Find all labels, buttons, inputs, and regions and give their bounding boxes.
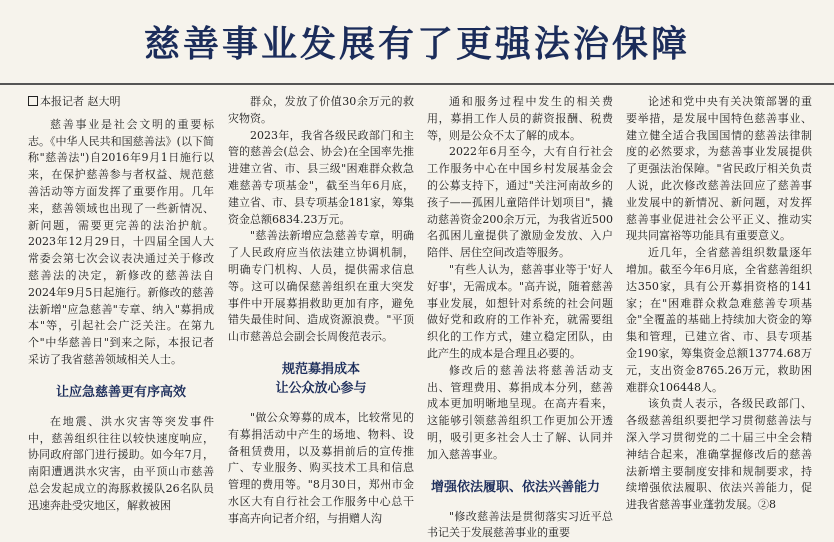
paragraph: 在地震、洪水灾害等突发事件中，慈善组织往往以较快速度响应，协同政府部门进行援助。如今年7月，南阳遭遇洪水灾害，由平顶山市慈善总会发起成立的海豚救援队26名队员迅速奔赴受灾地区，解救被困 <box>28 414 214 512</box>
paragraph: "慈善法新增应急慈善专章，明确了人民政府应当依法建立协调机制，明确专门机构、人员，提供需求信息等。这可以确保慈善组织在重大突发事件中开展募捐救助更加有序，避免错失最佳时间、造成资源浪费。"平顶山市慈善总会副会长周俊范表示。 <box>228 229 414 344</box>
subhead-line-2: 让公众放心参与 <box>275 380 367 396</box>
article-column-1 <box>28 94 214 515</box>
paragraph: "做公众筹募的成本，比较常见的有募捐活动中产生的场地、物料、设备租赁费用，以及募捐前后的宣传推广、专业服务、购买技术工具和信息管理的费用等。"8月30日，郑州市金水区大有自行社会工作服务中心总干事高卉向记者介绍，与捐赠人沟 <box>228 410 414 525</box>
section-subhead-emergency: 让应急慈善更有序高效 <box>55 384 186 400</box>
paragraph: "有些人认为，慈善事业等于'好人好事'，无需成本。"高卉说，随着慈善事业发展，如想针对系统的社会问题做好党和政府的工作补充，就需要组织化的工作方式，建立稳定团队，由此产生的成本是合理且必要的。 <box>427 262 613 360</box>
byline <box>28 94 214 111</box>
section-subhead-capacity: 增强依法履职、依法兴善能力 <box>431 479 601 495</box>
paragraph: 修改后的慈善法将慈善活动支出、管理费用、募捐成本分列，慈善成本更加明晰地呈现。在高卉看来，这能够引领慈善组织工作更加公开透明，吸引更多社会人士了解、认同并加入慈善事业。 <box>427 363 613 461</box>
paragraph: 近几年，全省慈善组织数量逐年增加。截至今年6月底，全省慈善组织达350家，具有公开募捐资格的141家；在"困难群众救急难慈善专项基金"全覆盖的基础上持续加大资金的筹集和管理，已建立省、市、县专项基金190家，筹集资金总额13774.68万元，支出资金8765.26万元，救助困难群众106448人。 <box>626 246 812 394</box>
article-column-2 <box>228 94 414 528</box>
article-column-3 <box>427 94 613 542</box>
paragraph: "修改慈善法是贯彻落实习近平总书记关于发展慈善事业的重要 <box>427 509 613 540</box>
article-headline: 慈善事业发展有了更强法治保障 <box>143 24 690 65</box>
paragraph: 2023年，我省各级民政部门和主管的慈善会(总会、协会)在全国率先推进建立省、市、县三级"困难群众救急难慈善专项基金"，截至当年6月底，建立省、市、县专项基金181家，筹集资金总额6834.23万元。 <box>228 128 414 226</box>
paragraph: 通和服务过程中发生的相关费用，募捐工作人员的薪资报酬、税费等，则是公众不太了解的成本。 <box>427 95 613 142</box>
byline-box-icon <box>28 96 38 106</box>
byline-text: 本报记者 赵大明 <box>40 95 121 108</box>
paragraph: 2022年6月至今，大有自行社会工作服务中心在中国乡村发展基金会的公募支持下，通过"关注河南故乡的孩子——孤困儿童陪伴计划项目"，撬动慈善资金200余万元，为我省近500名孤困儿童提供了激励金发放、入户陪伴、居住空间改造等服务。 <box>427 145 613 260</box>
subhead-line-1: 规范募捐成本 <box>281 361 360 377</box>
section-subhead-cost <box>228 360 414 398</box>
paragraph: 群众，发放了价值30余万元的救灾物资。 <box>228 95 414 125</box>
paragraph: 该负责人表示，各级民政部门、各级慈善组织要把学习贯彻慈善法与深入学习贯彻党的二十届三中全会精神结合起来，准确掌握修改后的慈善法新增主要制度安排和规制要求，持续增强依法履职、依法兴善能力，促进我省慈善事业蓬勃发展。②8 <box>626 397 812 512</box>
article-column-4 <box>626 94 812 514</box>
headline-divider <box>0 83 834 85</box>
paragraph: 论述和党中央有关决策部署的重要举措，是发展中国特色慈善事业、建立健全适合我国国情的慈善法律制度的必然要求，为慈善事业发展提供了更强法治保障。"省民政厅相关负责人说，此次修改慈善法回应了慈善事业发展中的新情况、新问题，对发挥慈善事业促进社会公平正义、推动实现共同富裕等功能具有重要意义。 <box>626 95 812 243</box>
paragraph: 慈善事业是社会文明的重要标志。《中华人民共和国慈善法》(以下简称"慈善法")自2016年9月1日施行以来，在保护慈善参与者权益、规范慈善活动等方面发挥了重要作用。几年来，慈善领域也出现了一些新情况、新问题，需要更完善的法治护航。2023年12月29日，十四届全国人大常委会第七次会议表决通过关于修改慈善法的决定，新修改的慈善法自2024年9月5日起施行。新修改的慈善法新增"应急慈善"专章、纳入"募捐成本"等，引起社会广泛关注。在第九个"中华慈善日"到来之际，本报记者采访了我省慈善领域相关人士。 <box>28 117 214 366</box>
